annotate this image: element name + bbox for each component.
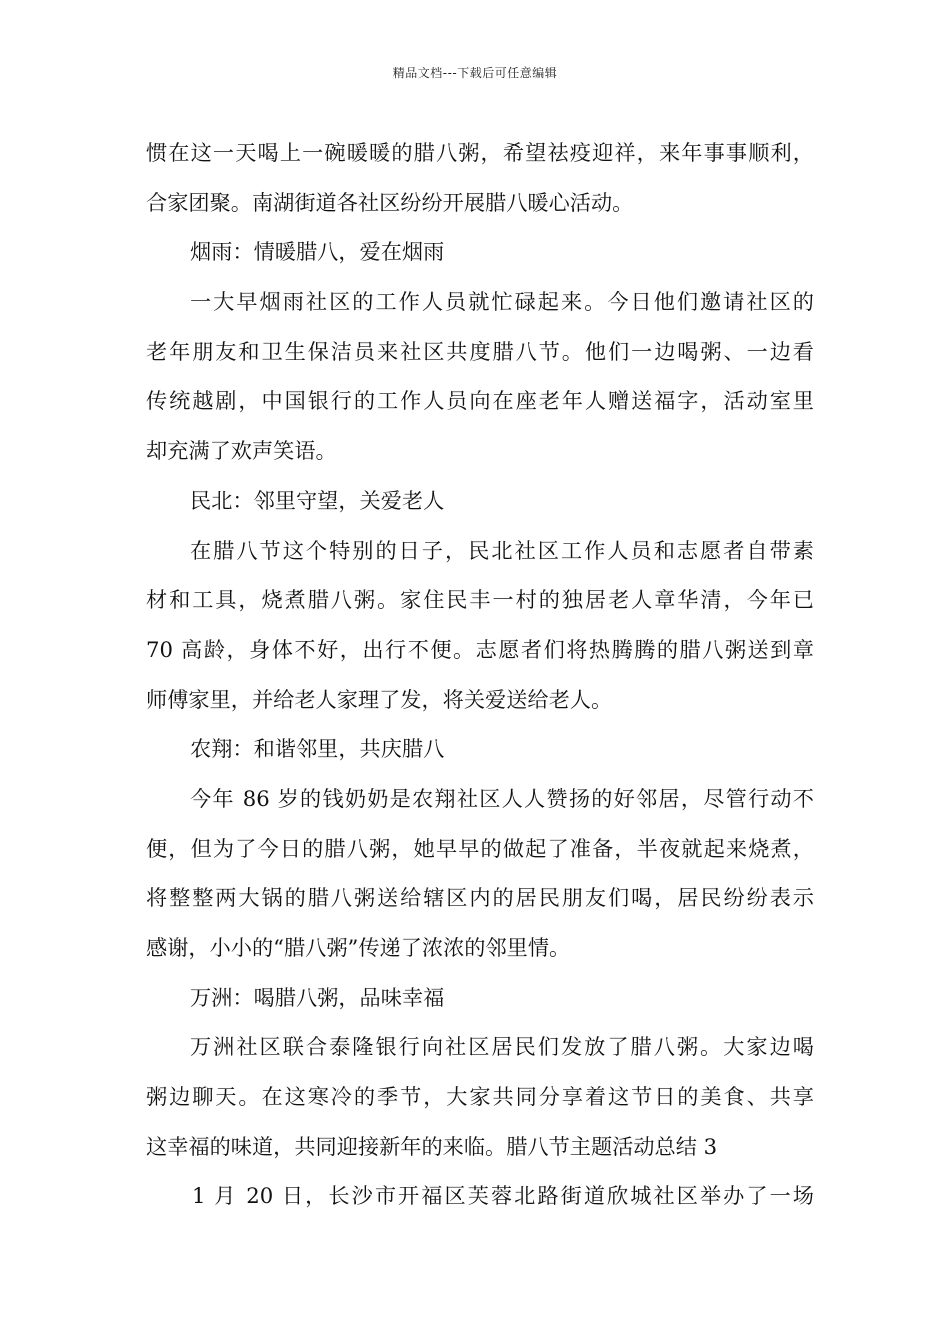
body-line: 师傅家里，并给老人家理了发，将关爱送给老人。 xyxy=(146,686,613,712)
body-line: 1 月 20 日，长沙市开福区芙蓉北路街道欣城社区举办了一场 xyxy=(192,1183,814,1209)
body-line: 却充满了欢声笑语。 xyxy=(146,438,337,464)
body-line: 便，但为了今日的腊八粥，她早早的做起了准备，半夜就起来烧煮， xyxy=(146,835,814,861)
body-line: 将整整两大锅的腊八粥送给辖区内的居民朋友们喝，居民纷纷表示 xyxy=(146,885,814,911)
body-line: 今年 86 岁的钱奶奶是农翔社区人人赞扬的好邻居，尽管行动不 xyxy=(190,785,814,811)
body-line: 传统越剧，中国银行的工作人员向在座老年人赠送福字，活动室里 xyxy=(146,388,814,414)
section-heading-nongxiang: 农翔：和谐邻里，共庆腊八 xyxy=(190,736,445,762)
body-line: 在腊八节这个特别的日子，民北社区工作人员和志愿者自带素 xyxy=(190,537,814,563)
page-header: 精品文档---下载后可任意编辑 xyxy=(392,66,558,80)
document-body xyxy=(146,128,814,1221)
body-line: 材和工具，烧煮腊八粥。家住民丰一村的独居老人章华清，今年已 xyxy=(146,587,814,613)
body-line: 一大早烟雨社区的工作人员就忙碌起来。今日他们邀请社区的 xyxy=(190,289,814,315)
section-heading-wanzhou: 万洲：喝腊八粥，品味幸福 xyxy=(190,984,445,1010)
body-line: 这幸福的味道，共同迎接新年的来临。腊八节主题活动总结 3 xyxy=(146,1133,718,1159)
body-line: 感谢，小小的“腊八粥”传递了浓浓的邻里情。 xyxy=(146,935,571,960)
section-heading-yanyu: 烟雨：情暖腊八，爱在烟雨 xyxy=(190,239,445,265)
body-line: 惯在这一天喝上一碗暖暖的腊八粥，希望祛疫迎祥，来年事事顺利， xyxy=(146,140,814,165)
body-line: 70 高龄，身体不好，出行不便。志愿者们将热腾腾的腊八粥送到章 xyxy=(146,636,814,662)
body-line: 老年朋友和卫生保洁员来社区共度腊八节。他们一边喝粥、一边看 xyxy=(146,338,814,364)
body-line: 合家团聚。南湖街道各社区纷纷开展腊八暖心活动。 xyxy=(146,189,634,215)
section-heading-minbei: 民北：邻里守望，关爱老人 xyxy=(190,487,445,513)
body-line: 万洲社区联合泰隆银行向社区居民们发放了腊八粥。大家边喝 xyxy=(190,1034,814,1060)
body-line: 粥边聊天。在这寒冷的季节，大家共同分享着这节日的美食、共享 xyxy=(146,1084,814,1110)
